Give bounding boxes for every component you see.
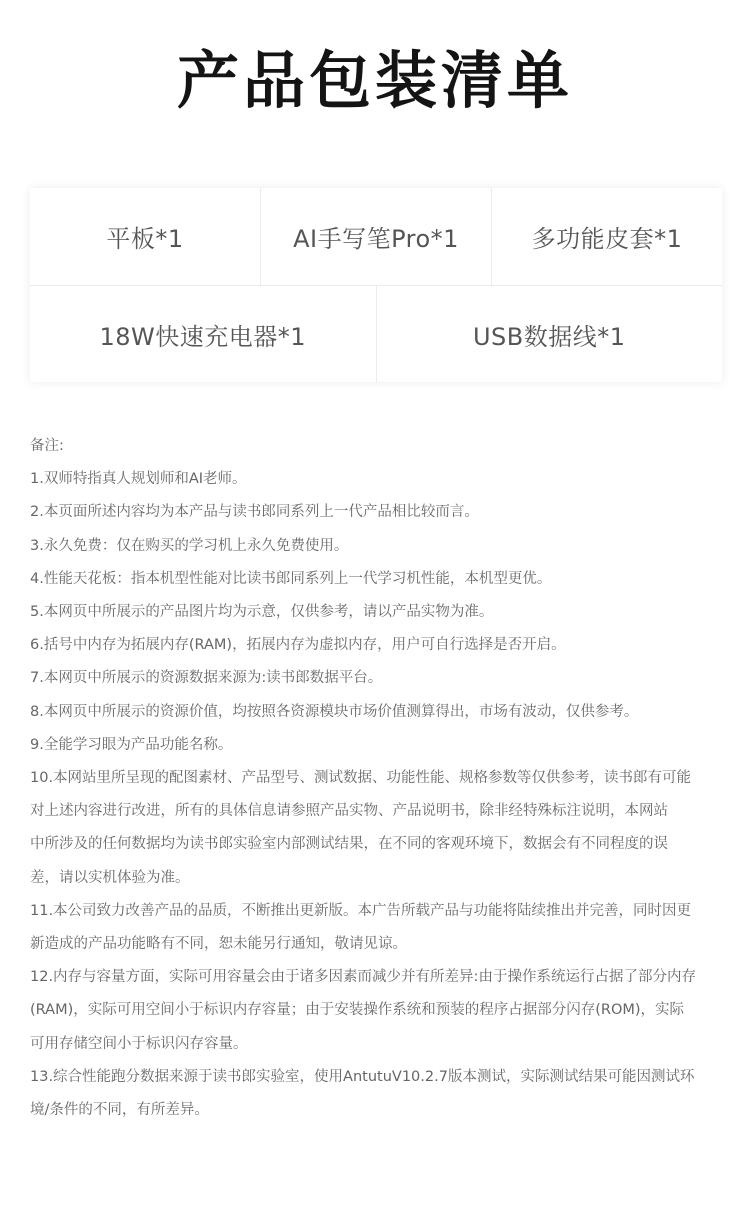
package-item-usb-cable: USB数据线*1 — [376, 286, 723, 383]
package-item-charger: 18W快速充电器*1 — [99, 323, 307, 351]
note-line: 差，请以实机体验为准。 — [30, 869, 190, 886]
package-item-case: 多功能皮套*1 — [491, 188, 722, 285]
note-line: 中所涉及的任何数据均为读书郎实验室内部测试结果，在不同的客观环境下，数据会有不同程度的误 — [30, 836, 668, 853]
package-item-stylus: AI手写笔Pro*1 — [260, 188, 491, 285]
package-list-grid — [30, 188, 722, 382]
note-line: 12.内存与容量方面，实际可用容量会由于诸多因素而减少并有所差异:由于操作系统运行占据了部分内存 — [30, 969, 696, 986]
note-line: 5.本网页中所展示的产品图片均为示意，仅供参考，请以产品实物为准。 — [30, 604, 494, 621]
note-line: 3.永久免费：仅在购买的学习机上永久免费使用。 — [30, 537, 349, 554]
note-line: 对上述内容进行改进，所有的具体信息请参照产品实物、产品说明书，除非经特殊标注说明，本网站 — [30, 803, 668, 820]
note-line: 境/条件的不同，有所差异。 — [30, 1102, 209, 1119]
note-line: 10.本网站里所呈现的配图素材、产品型号、测试数据、功能性能、规格参数等仅供参考，读书郎有可能 — [30, 770, 692, 787]
note-line: 6.括号中内存为拓展内存(RAM)，拓展内存为虚拟内存，用户可自行选择是否开启。 — [30, 637, 566, 654]
page-title: 产品包装清单 — [176, 44, 573, 117]
note-line: 8.本网页中所展示的资源价值，均按照各资源模块市场价值测算得出，市场有波动，仅供参考。 — [30, 703, 639, 720]
note-line: 9.全能学习眼为产品功能名称。 — [30, 736, 233, 753]
note-line: 13.综合性能跑分数据来源于读书郎实验室，使用AntutuV10.2.7版本测试，实际测试结果可能因测试环 — [30, 1068, 695, 1085]
note-line: 7.本网页中所展示的资源数据来源为:读书郎数据平台。 — [30, 670, 383, 687]
note-line: (RAM)，实际可用空间小于标识内存容量；由于安装操作系统和预装的程序占据部分闪存(ROM)，实际 — [30, 1002, 685, 1019]
package-item-tablet: 平板*1 — [106, 225, 184, 253]
package-row-2 — [30, 285, 722, 383]
notes-heading: 备注: — [30, 438, 64, 454]
notes-section — [30, 430, 730, 1127]
note-line: 可用存储空间小于标识闪存容量。 — [30, 1035, 248, 1052]
note-line: 新造成的产品功能略有不同，恕未能另行通知，敬请见谅。 — [30, 936, 407, 953]
package-row-1 — [30, 188, 722, 285]
note-line: 2.本页面所述内容均为本产品与读书郎同系列上一代产品相比较而言。 — [30, 504, 479, 521]
note-line: 1.双师特指真人规划师和AI老师。 — [30, 471, 247, 488]
note-line: 11.本公司致力改善产品的品质，不断推出更新版。本广告所载产品与功能将陆续推出并完善，同时因更 — [30, 902, 692, 919]
note-line: 4.性能天花板：指本机型性能对比读书郎同系列上一代学习机性能，本机型更优。 — [30, 570, 552, 587]
